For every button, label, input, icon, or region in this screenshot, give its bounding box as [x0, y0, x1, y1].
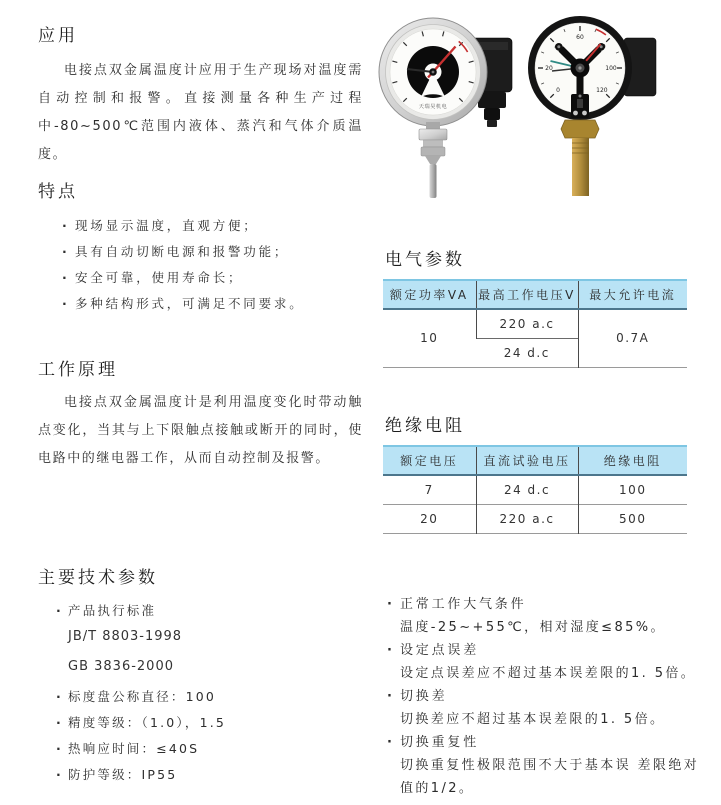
- gauge-scale-label: 0: [556, 87, 561, 94]
- tech-item-text: 精度等级：（1.0），1.5: [68, 715, 227, 730]
- bullet: [56, 629, 68, 645]
- tech-item: [56, 689, 363, 705]
- rated-power-cell: 10: [420, 331, 439, 346]
- feature-item: · 具有自动切断电源和报警功能；: [75, 244, 363, 260]
- electrical-title: 电气参数: [385, 250, 465, 270]
- tech-item-text: 产品执行标准: [68, 603, 157, 618]
- gauge-scale-label: 20: [545, 65, 553, 73]
- bullet: ·: [56, 741, 63, 756]
- condition-title: · 切换重复性: [400, 731, 711, 754]
- tech-item-text: GB 3836-2000: [68, 659, 174, 674]
- principle-body: 电接点双金属温度计是利用温度变化时带动触点变化，当其与上下限触点接触或断开的同时，使电路中的继电器工作，从而自动控制及报警。: [38, 395, 363, 466]
- tech-item: [56, 715, 363, 731]
- condition-title: · 切换差: [400, 685, 711, 708]
- condition-desc: 设定点误差应不超过基本误差限的1. 5倍。: [400, 666, 697, 681]
- bullet: ·: [56, 603, 63, 618]
- feature-item: · 安全可靠，使用寿命长；: [75, 270, 363, 286]
- gauge-scale-label: 60: [576, 34, 584, 42]
- electrical-col-header: 最大允许电流: [578, 280, 687, 309]
- dial-brand-text: 天瑞昊机电: [418, 104, 448, 110]
- condition-title: · 正常工作大气条件: [400, 593, 711, 616]
- brass-stem: [561, 120, 599, 196]
- condition-item: [385, 731, 711, 800]
- feature-item: · 多种结构形式，可满足不同要求。: [75, 296, 363, 312]
- gauge-scale-label: 100: [605, 65, 617, 73]
- probe-stem: [419, 122, 447, 198]
- condition-desc: 切换差应不超过基本误差限的1. 5倍。: [400, 712, 666, 727]
- electrical-col-header: 最高工作电压V: [476, 280, 578, 309]
- condition-title: · 设定点误差: [400, 639, 711, 662]
- insulation-col-header: 额定电压: [383, 446, 476, 475]
- section-features: [38, 182, 363, 322]
- tech-item-text: 热响应时间：≤40S: [68, 741, 200, 756]
- insulation-cell: 100: [578, 475, 687, 504]
- insulation-col-header: 绝缘电阻: [578, 446, 687, 475]
- thermometer-photo-black: [527, 8, 717, 200]
- gauge-dial: [528, 16, 632, 120]
- section-electrical-params: [383, 250, 688, 368]
- tech-params-title: 主要技术参数: [38, 568, 158, 588]
- section-working-conditions: [385, 593, 711, 800]
- tech-item-text: 防护等级：IP55: [68, 767, 178, 782]
- insulation-cell: 220 a.c: [476, 504, 578, 533]
- features-title: 特点: [38, 182, 78, 202]
- tech-item: [56, 603, 363, 619]
- insulation-cell: 7: [424, 482, 434, 497]
- tech-item: [56, 767, 363, 783]
- electrical-col-header: 额定功率VA: [383, 280, 476, 309]
- voltage-dc-cell: 24 d.c: [476, 338, 578, 367]
- tech-item: [56, 629, 363, 645]
- insulation-col-header: 直流试验电压: [476, 446, 578, 475]
- bullet: [56, 659, 68, 675]
- insulation-cell: 24 d.c: [476, 475, 578, 504]
- application-title: 应用: [38, 26, 78, 46]
- condition-item: [385, 593, 711, 639]
- section-insulation-resistance: [383, 416, 688, 534]
- application-body: 电接点双金属温度计应用于生产现场对温度需自动控制和报警。直接测量各种生产过程中-80~500℃范围内液体、蒸汽和气体介质温度。: [38, 63, 363, 162]
- gauge-scale-label: 120: [596, 87, 608, 94]
- features-list: [38, 218, 363, 312]
- bullet: ·: [56, 689, 63, 704]
- tech-item-text: JB/T 8803-1998: [68, 629, 183, 644]
- insulation-title: 绝缘电阻: [385, 416, 465, 436]
- condition-item: [385, 639, 711, 685]
- section-tech-params: [38, 568, 363, 793]
- feature-item: · 现场显示温度，直观方便；: [75, 218, 363, 234]
- bullet: ·: [56, 715, 63, 730]
- table-row: [383, 475, 687, 504]
- tech-item: [56, 659, 363, 675]
- tech-item-text: 标度盘公称直径：100: [68, 689, 217, 704]
- max-current-cell: 0.7A: [578, 309, 687, 367]
- principle-title: 工作原理: [38, 360, 118, 380]
- section-application: [38, 26, 363, 169]
- gauge-dial: [379, 18, 487, 126]
- insulation-table: [383, 445, 687, 534]
- condition-desc: 温度-25~+55℃，相对湿度≤85%。: [400, 620, 666, 635]
- electrical-table: [383, 279, 687, 368]
- tech-item: [56, 741, 363, 757]
- condition-desc: 切换重复性极限范围不大于基本误 差限绝对值的1/2。: [400, 758, 700, 796]
- condition-item: [385, 685, 711, 731]
- insulation-cell: 500: [578, 504, 687, 533]
- product-photos: [378, 8, 717, 200]
- table-row: [383, 504, 687, 533]
- bullet: ·: [56, 767, 63, 782]
- insulation-cell: 20: [383, 504, 476, 533]
- voltage-ac-cell: 220 a.c: [476, 309, 578, 338]
- thermometer-photo-stainless: [378, 8, 518, 200]
- tech-params-list: [38, 603, 363, 783]
- section-principle: [38, 360, 363, 473]
